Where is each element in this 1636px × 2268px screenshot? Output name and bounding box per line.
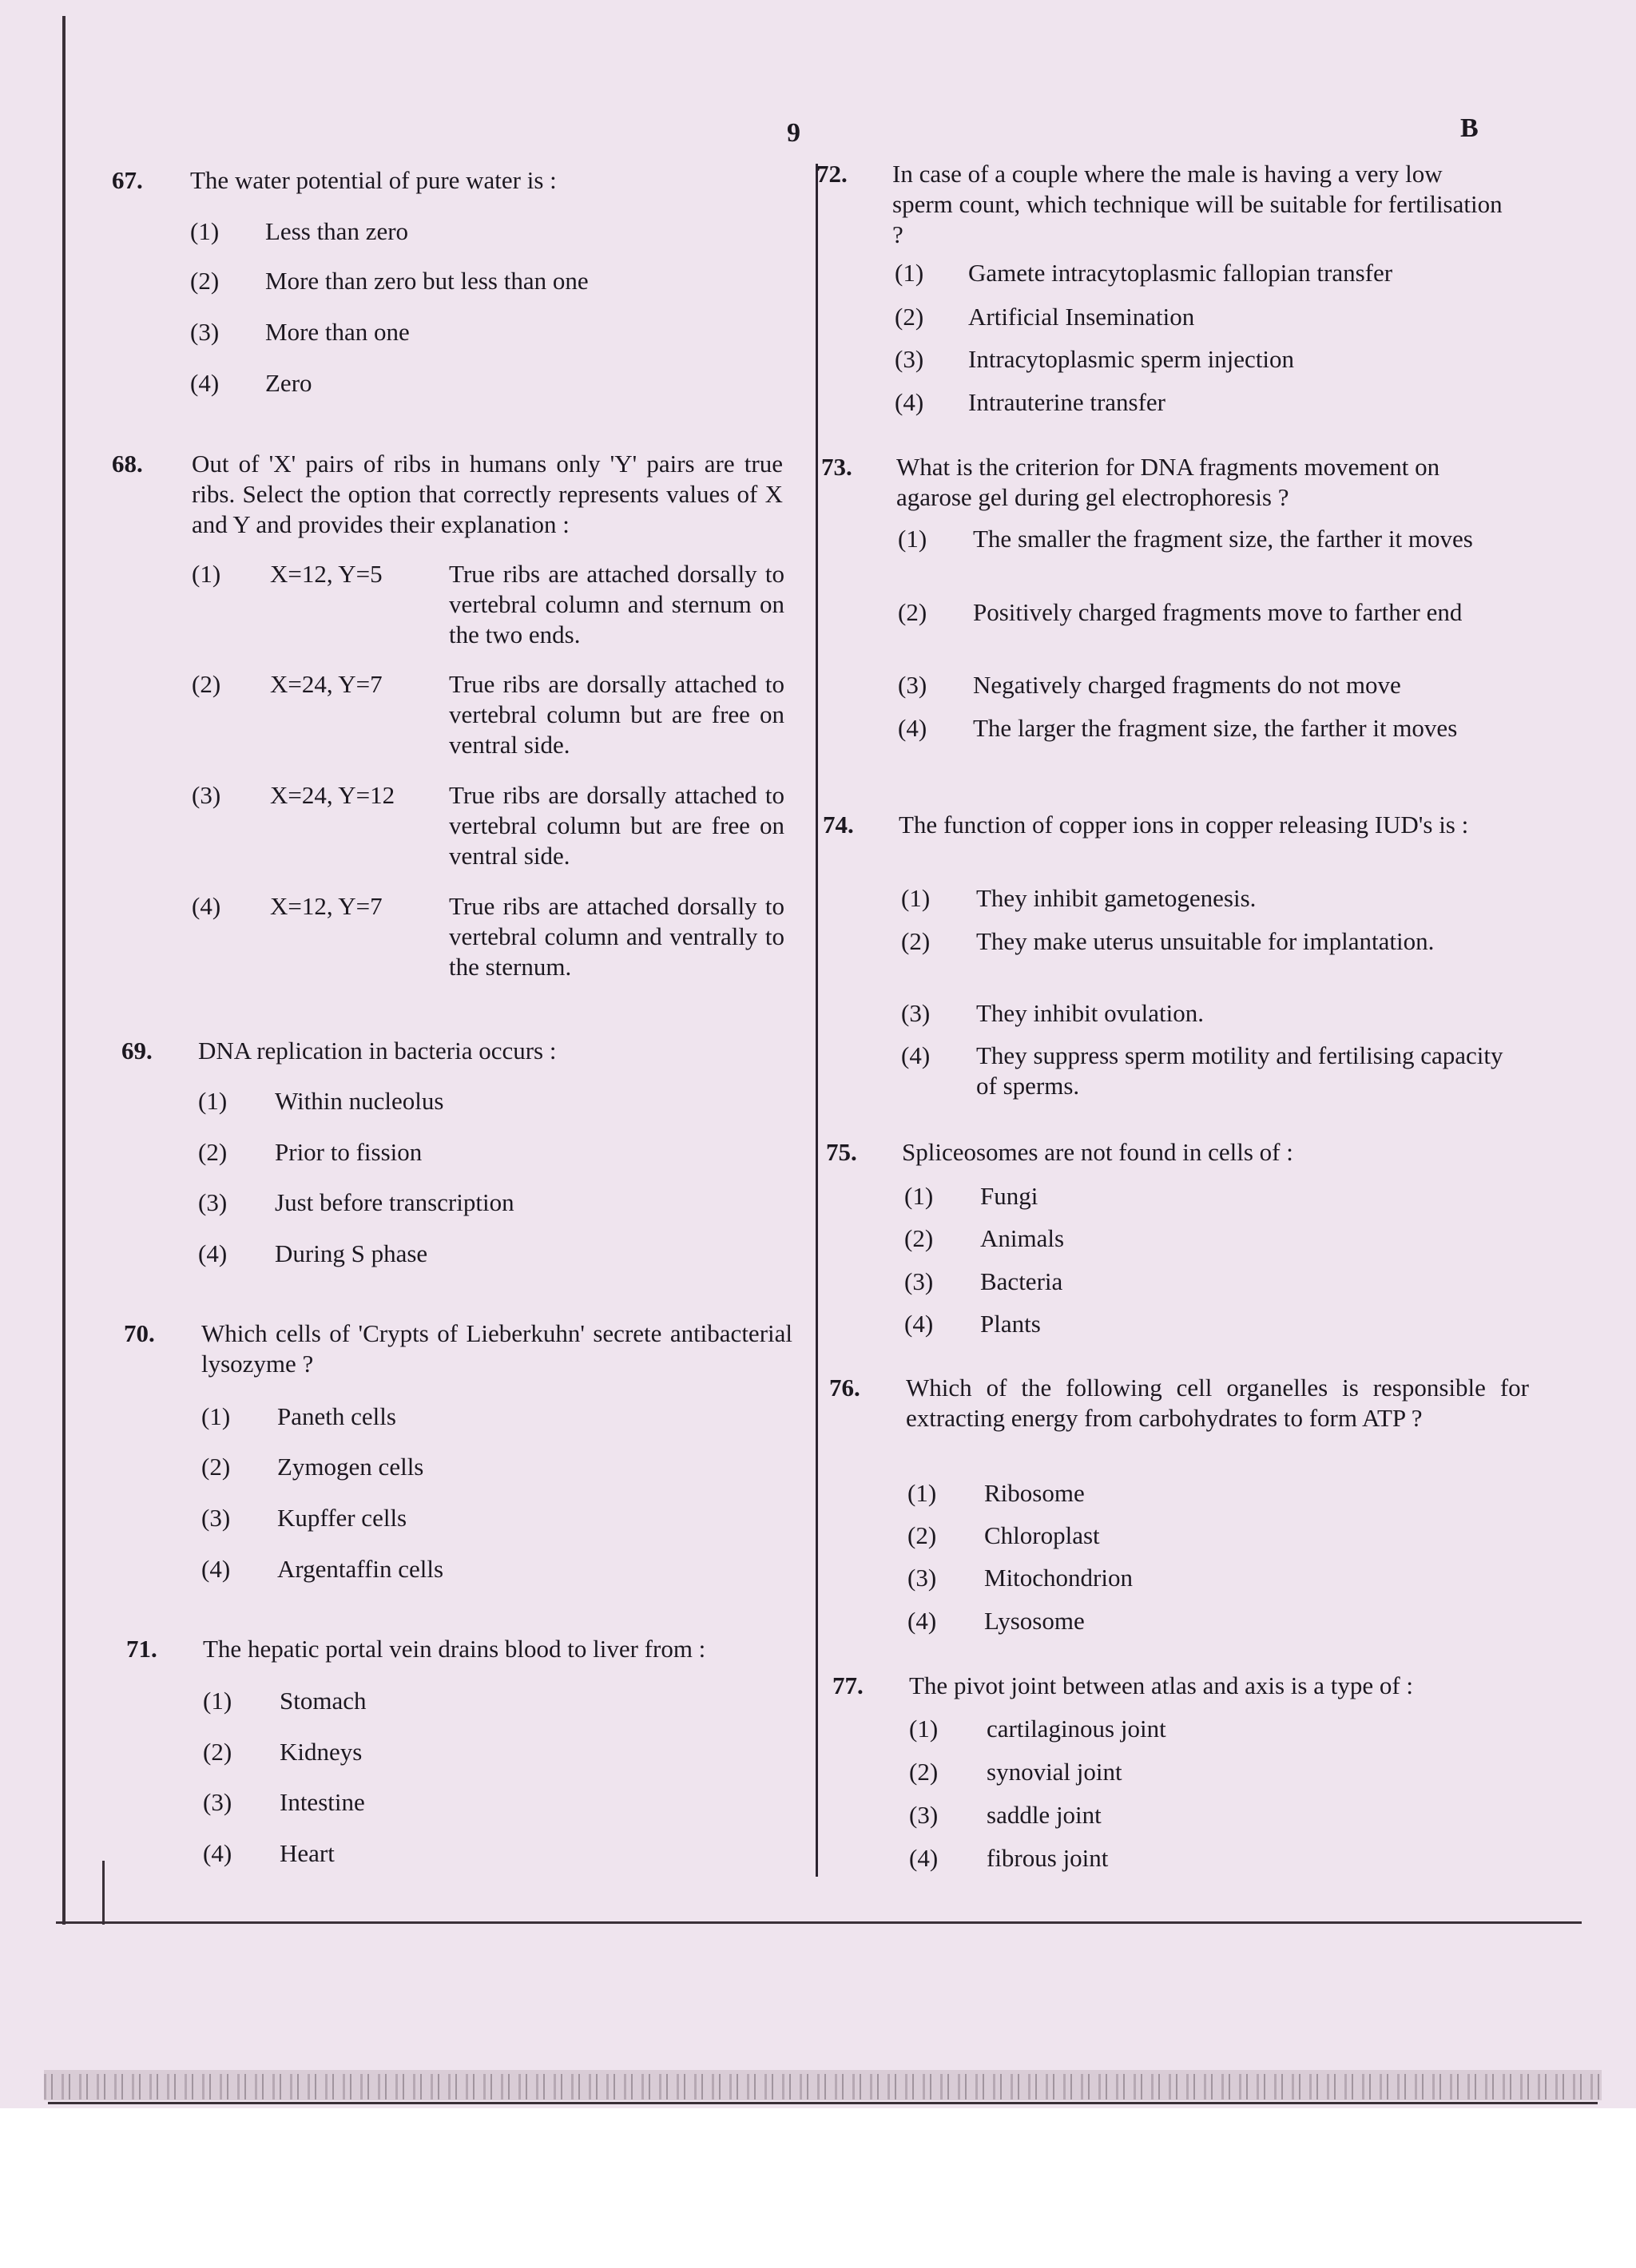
- option[interactable]: [203, 1787, 762, 1819]
- left-margin-rule-lower: [102, 1861, 105, 1925]
- option-number: (1): [895, 259, 924, 287]
- option-number: (3): [192, 781, 221, 809]
- option[interactable]: [904, 1309, 1623, 1341]
- option-text: The smaller the fragment size, the farther it moves: [973, 525, 1473, 553]
- option-text: Plants: [980, 1310, 1041, 1338]
- option[interactable]: [895, 387, 1614, 419]
- option-number: (4): [190, 369, 220, 397]
- option-number: (3): [901, 999, 931, 1027]
- option[interactable]: [192, 780, 799, 874]
- question-74: [823, 810, 1622, 874]
- option-text: Bacteria: [980, 1267, 1063, 1295]
- option-number: (2): [190, 267, 220, 295]
- option-text: Paneth cells: [277, 1402, 396, 1430]
- option-text: Kupffer cells: [277, 1504, 407, 1532]
- option-text: cartilaginous joint: [987, 1715, 1166, 1743]
- option[interactable]: [907, 1606, 1626, 1638]
- option-text: True ribs are dorsally attached to vertebral column but are free on ventral side.: [449, 670, 784, 759]
- option[interactable]: [190, 216, 749, 248]
- question-text: Spliceosomes are not found in cells of :: [902, 1138, 1293, 1166]
- option-text: Mitochondrion: [984, 1564, 1133, 1592]
- option-number: (3): [198, 1188, 228, 1216]
- option-number: (3): [203, 1788, 232, 1816]
- option[interactable]: [898, 670, 1617, 702]
- option-number: (2): [901, 927, 931, 955]
- question-text: The water potential of pure water is :: [190, 166, 557, 194]
- option[interactable]: [904, 1267, 1623, 1299]
- option-number: (4): [201, 1555, 231, 1583]
- option-number: (1): [901, 884, 931, 912]
- question-77: [832, 1671, 1631, 1703]
- option-text: Intrauterine transfer: [968, 388, 1166, 416]
- option-text: They inhibit gametogenesis.: [976, 884, 1257, 912]
- page-bottom-edge: [48, 2102, 1598, 2104]
- option[interactable]: [201, 1452, 760, 1484]
- question-69: [121, 1036, 808, 1068]
- option-text: True ribs are attached dorsally to vertebral column and ventrally to the sternum.: [449, 892, 784, 981]
- option[interactable]: [192, 669, 799, 763]
- question-number: 70.: [124, 1319, 155, 1347]
- option[interactable]: [203, 1737, 762, 1769]
- option[interactable]: [909, 1757, 1628, 1789]
- option-number: (3): [201, 1504, 231, 1532]
- question-number: 74.: [823, 811, 854, 839]
- option-number: (4): [895, 388, 924, 416]
- question-67: [112, 165, 807, 197]
- option-number: (3): [898, 671, 927, 699]
- option-number: (2): [203, 1738, 232, 1766]
- option[interactable]: [190, 368, 749, 400]
- option-text: Just before transcription: [275, 1188, 514, 1216]
- option-text: Heart: [280, 1839, 335, 1867]
- option-text: True ribs are attached dorsally to vertebral column and sternum on the two ends.: [449, 560, 784, 648]
- question-number: 72.: [816, 160, 848, 188]
- question-number: 76.: [829, 1374, 860, 1402]
- question-73: [821, 452, 1620, 516]
- option-number: (2): [895, 303, 924, 331]
- option-number: (1): [201, 1402, 231, 1430]
- option[interactable]: [901, 998, 1620, 1030]
- option-number: (4): [192, 892, 221, 920]
- question-text: DNA replication in bacteria occurs :: [198, 1037, 557, 1065]
- option-text: Fungi: [980, 1182, 1038, 1210]
- option[interactable]: [907, 1478, 1626, 1510]
- option-text: fibrous joint: [987, 1844, 1109, 1872]
- option[interactable]: [203, 1686, 762, 1718]
- option[interactable]: [201, 1554, 760, 1586]
- option-number: (1): [192, 560, 221, 588]
- option[interactable]: [909, 1800, 1628, 1832]
- option-text: They inhibit ovulation.: [976, 999, 1204, 1027]
- option-number: (2): [904, 1224, 934, 1252]
- option[interactable]: [901, 883, 1620, 915]
- option-number: (2): [198, 1138, 228, 1166]
- option-text: Positively charged fragments move to farther end: [973, 598, 1463, 626]
- option-text: Within nucleolus: [275, 1087, 444, 1115]
- question-number: 77.: [832, 1671, 864, 1699]
- footer-scan-marks: [44, 2074, 1602, 2099]
- question-text: What is the criterion for DNA fragments movement on agarose gel during gel electrophoresis ?: [896, 453, 1440, 511]
- option-text: Chloroplast: [984, 1521, 1100, 1549]
- option-number: (1): [190, 217, 220, 245]
- option[interactable]: [895, 258, 1614, 290]
- question-75: [826, 1137, 1625, 1169]
- option-number: (1): [904, 1182, 934, 1210]
- option-text: The larger the fragment size, the farther it moves: [973, 714, 1458, 742]
- question-72: [816, 159, 1615, 253]
- option-text: Artificial Insemination: [968, 303, 1195, 331]
- option-number: (3): [909, 1801, 939, 1829]
- question-70: [124, 1318, 811, 1382]
- option[interactable]: [901, 926, 1620, 990]
- question-68: [112, 449, 807, 545]
- option-text: More than zero but less than one: [265, 267, 589, 295]
- option[interactable]: [198, 1239, 757, 1271]
- option-number: (2): [201, 1453, 231, 1481]
- option-number: (1): [198, 1087, 228, 1115]
- option[interactable]: [907, 1521, 1626, 1552]
- option-text: Zero: [265, 369, 312, 397]
- option-number: (2): [907, 1521, 937, 1549]
- option-number: (2): [898, 598, 927, 626]
- set-code: B: [1460, 113, 1479, 143]
- option[interactable]: [898, 597, 1617, 661]
- option-number: (1): [898, 525, 927, 553]
- option[interactable]: [909, 1843, 1628, 1875]
- left-margin-rule: [62, 16, 66, 1925]
- option-text: More than one: [265, 318, 410, 346]
- option-number: (3): [907, 1564, 937, 1592]
- question-text: Which cells of 'Crypts of Lieberkuhn' secrete antibacterial lysozyme ?: [201, 1319, 792, 1378]
- question-text: Which of the following cell organelles is responsible for extracting energy from carbohydrates to form ATP ?: [906, 1374, 1529, 1432]
- option-text: Stomach: [280, 1687, 367, 1715]
- option[interactable]: [907, 1563, 1626, 1595]
- option-values: X=12, Y=7: [270, 892, 383, 920]
- option-text: They make uterus unsuitable for implantation.: [976, 927, 1435, 955]
- option-number: (4): [901, 1041, 931, 1069]
- column-divider: [816, 164, 818, 1877]
- option[interactable]: [198, 1188, 757, 1219]
- option[interactable]: [901, 1041, 1620, 1104]
- option-text: Intracytoplasmic sperm injection: [968, 345, 1295, 373]
- option-number: (4): [909, 1844, 939, 1872]
- question-text: The function of copper ions in copper releasing IUD's is :: [899, 811, 1469, 839]
- option-text: True ribs are dorsally attached to vertebral column but are free on ventral side.: [449, 781, 784, 870]
- option[interactable]: [201, 1402, 760, 1433]
- page-number: 9: [787, 118, 800, 148]
- option[interactable]: [203, 1838, 762, 1870]
- option[interactable]: [190, 266, 749, 298]
- option-text: Animals: [980, 1224, 1065, 1252]
- question-number: 67.: [112, 166, 143, 194]
- question-number: 71.: [126, 1635, 157, 1663]
- question-text: The pivot joint between atlas and axis is a type of :: [909, 1671, 1414, 1699]
- option-text: Prior to fission: [275, 1138, 423, 1166]
- question-number: 75.: [826, 1138, 857, 1166]
- option-number: (3): [190, 318, 220, 346]
- option-text: saddle joint: [987, 1801, 1102, 1829]
- option-text: Kidneys: [280, 1738, 363, 1766]
- question-text: In case of a couple where the male is having a very low sperm count, which technique will be suitable for fertilisation ?: [892, 160, 1503, 248]
- option-number: (1): [909, 1715, 939, 1743]
- option[interactable]: [909, 1714, 1628, 1746]
- option-text: Zymogen cells: [277, 1453, 424, 1481]
- option[interactable]: [198, 1137, 757, 1169]
- option-number: (1): [907, 1479, 937, 1507]
- option-text: They suppress sperm motility and fertilising capacity of sperms.: [976, 1041, 1503, 1100]
- option-text: synovial joint: [987, 1758, 1122, 1786]
- option-number: (4): [907, 1607, 937, 1635]
- option-number: (1): [203, 1687, 232, 1715]
- option-number: (4): [203, 1839, 232, 1867]
- option-number: (4): [904, 1310, 934, 1338]
- question-71: [126, 1634, 813, 1666]
- option-text: Gamete intracytoplasmic fallopian transfer: [968, 259, 1393, 287]
- option[interactable]: [192, 891, 799, 985]
- option-number: (2): [192, 670, 221, 698]
- question-text: The hepatic portal vein drains blood to liver from :: [203, 1635, 706, 1663]
- question-number: 68.: [112, 450, 143, 478]
- option-text: Ribosome: [984, 1479, 1085, 1507]
- option-values: X=24, Y=7: [270, 670, 383, 698]
- option-number: (2): [909, 1758, 939, 1786]
- option[interactable]: [898, 524, 1617, 588]
- option[interactable]: [201, 1503, 760, 1535]
- option[interactable]: [895, 344, 1614, 376]
- option-text: Argentaffin cells: [277, 1555, 444, 1583]
- option[interactable]: [192, 559, 799, 653]
- option[interactable]: [898, 713, 1617, 777]
- option-number: (4): [198, 1239, 228, 1267]
- option-number: (3): [904, 1267, 934, 1295]
- question-number: 69.: [121, 1037, 153, 1065]
- option-number: (4): [898, 714, 927, 742]
- option-text: Less than zero: [265, 217, 409, 245]
- option-text: During S phase: [275, 1239, 428, 1267]
- option-number: (3): [895, 345, 924, 373]
- option[interactable]: [895, 302, 1614, 334]
- question-76: [829, 1373, 1628, 1467]
- option[interactable]: [190, 317, 749, 349]
- bottom-rule: [56, 1921, 1582, 1924]
- option-values: X=24, Y=12: [270, 781, 395, 809]
- option-text: Lysosome: [984, 1607, 1085, 1635]
- option-values: X=12, Y=5: [270, 560, 383, 588]
- option-text: Negatively charged fragments do not move: [973, 671, 1401, 699]
- option[interactable]: [904, 1223, 1623, 1255]
- question-text: Out of 'X' pairs of ribs in humans only 'Y' pairs are true ribs. Select the option that correctly represents values of X and Y and provides their explanation :: [192, 450, 783, 538]
- question-number: 73.: [821, 453, 852, 481]
- option-text: Intestine: [280, 1788, 365, 1816]
- option[interactable]: [198, 1086, 757, 1118]
- option[interactable]: [904, 1181, 1623, 1213]
